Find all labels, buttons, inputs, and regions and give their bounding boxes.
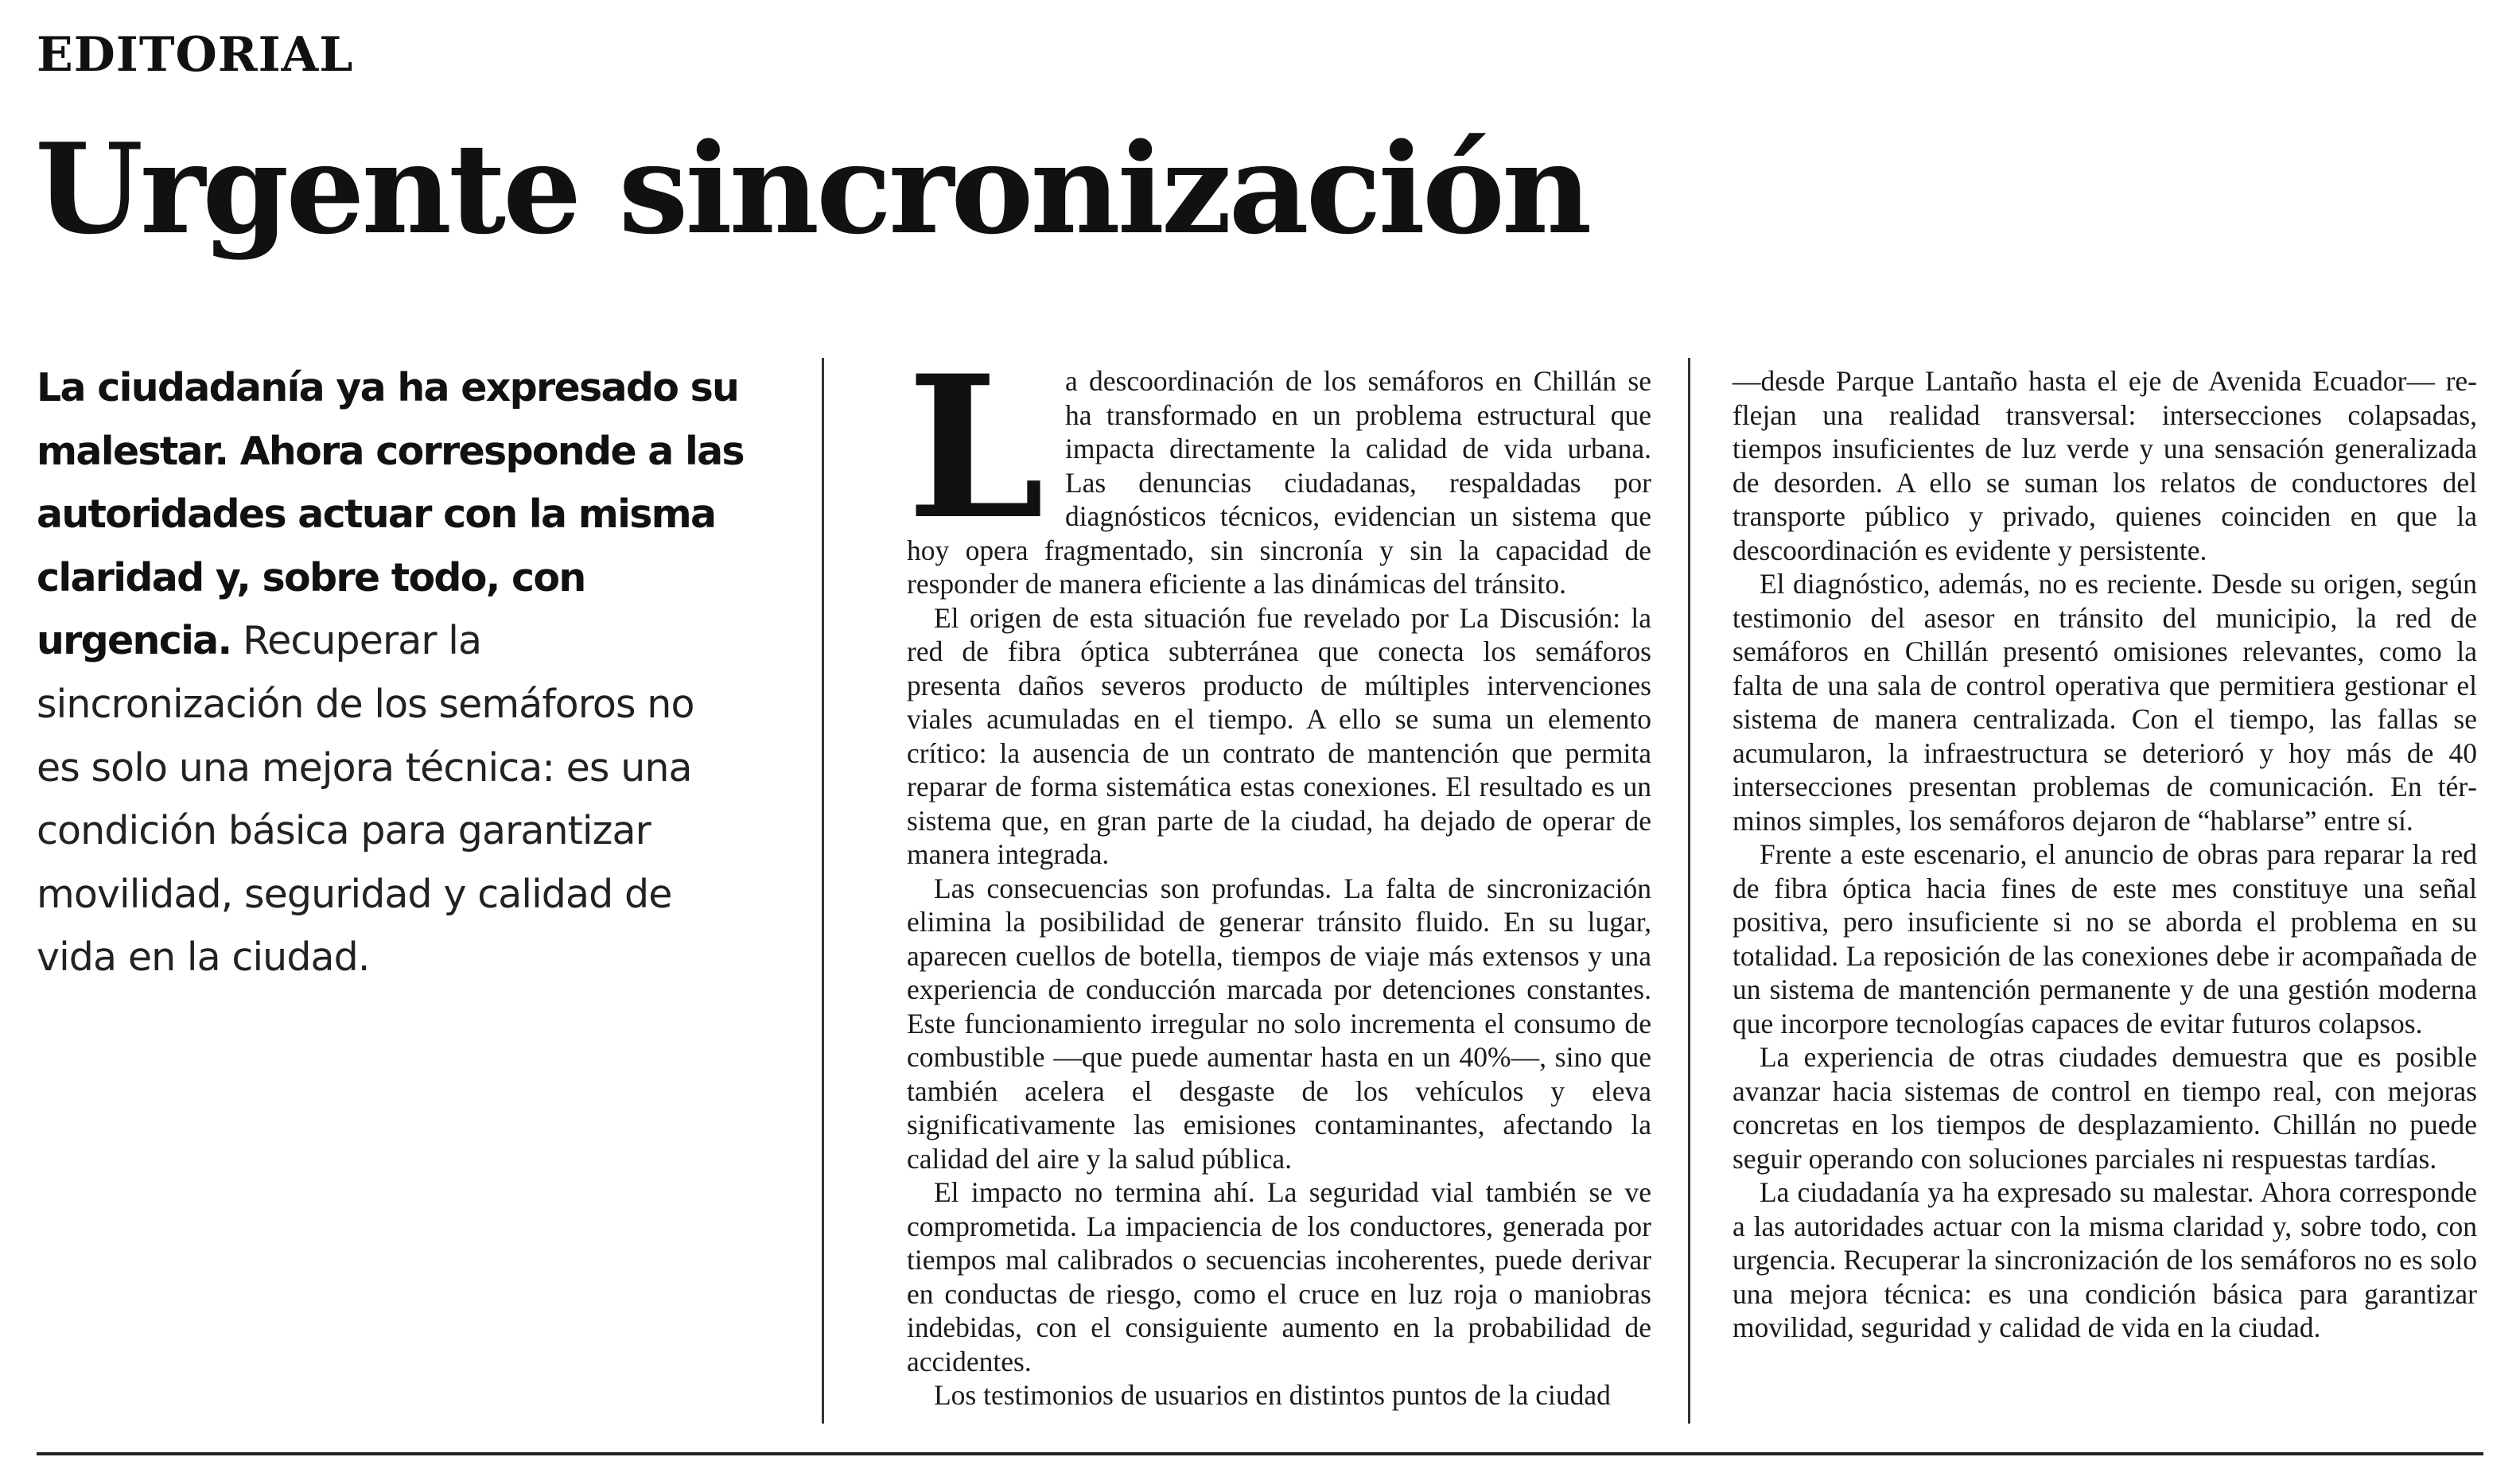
article-paragraph: La experiencia de otras ciudades demuestra que es posible avanzar hacia sistemas de control en tiempo real, con mejoras concretas en los tiempos de desplazamiento. Chillán no puede seguir operando con soluciones parciales ni respuestas tardías. — [1732, 1041, 2477, 1175]
bottom-rule — [37, 1452, 2483, 1455]
article-paragraph: El impacto no termina ahí. La seguridad vial también se ve comprometida. La impaciencia de los conductores, generada por tiempos mal calibrados o secuencias incoherentes, puede derivar en conductas de riesgo, como el cruce en luz roja o maniobras indebidas, con el consiguiente aumento en la probabilidad de accidentes. — [907, 1176, 1651, 1377]
drop-cap: L — [907, 333, 1044, 563]
article-column-3 — [1732, 364, 2477, 1345]
article-column-2 — [907, 333, 1651, 1412]
article-paragraph: Los testimonios de usuarios en distintos puntos de la ciudad — [934, 1379, 1611, 1411]
article-paragraph: Frente a este escenario, el anuncio de obras para reparar la red de fibra óptica hacia fines de este mes constituye una señal positiva, pero insuficiente si no se aborda el problema en su totalidad. La reposición de las conexiones debe ir acompañada de un sistema de mantención permanente y de una gestión moderna que incorpore tecnologías capaces de evitar futuros colapsos. — [1732, 838, 2477, 1039]
lead-paragraph — [37, 356, 745, 989]
lead-bold: La ciudadanía ya ha expresado su malestar. Ahora corresponde a las autoridades actuar con la misma claridad y, sobre todo, con urgencia. — [37, 365, 744, 664]
column-divider-left — [822, 358, 824, 1424]
section-label: EDITORIAL — [37, 27, 354, 83]
article-paragraph: El diagnóstico, además, no es reciente. Desde su origen, según testimonio del asesor en tránsito del municipio, la red de semáforos en Chillán presentó omisiones relevantes, como la falta de una sala de control operativa que permitiera gestionar el sistema de manera centralizada. Con el tiempo, las fallas se acumularon, la infraestructura se deterioró y hoy más de 40 intersecciones presentan problemas de comunicación. En términos simples, los semáforos dejaron de “hablarse” entre sí. — [1732, 568, 2477, 837]
headline: Urgente sincronización — [35, 116, 1589, 262]
article-paragraph: El origen de esta situación fue revelado por La Discusión: la red de fibra óptica subterránea que conecta los semáforos presenta daños severos producto de múltiples intervenciones viales acumuladas en el tiempo. A ello se suma un elemento crítico: la ausencia de un contrato de mantención que permita reparar de forma sistemática estas conexiones. El resultado es un sistema que, en gran parte de la ciudad, ha dejado de operar de manera integrada. — [907, 601, 1651, 870]
lead-regular: Recuperar la sincronización de los semáforos no es solo una mejora técnica: es una condición básica para garantizar movilidad, seguridad y calidad de vida en la ciudad. — [37, 618, 694, 981]
article-paragraph: La ciudadanía ya ha expresado su malestar. Ahora corresponde a las autoridades actuar con la misma claridad y, sobre todo, con urgencia. Recuperar la sincronización de los semáforos no es solo una mejora técnica: es una condición básica para garantizar movilidad, seguridad y calidad de vida en la ciudad. — [1732, 1176, 2477, 1343]
article-paragraph: La descoordinación de los semáforos en Chillán se ha transformado en un problema estructural que impacta directamente la calidad de vida urbana. Las denuncias ciudadanas, respaldadas por diagnósticos técnicos, evidencian un sistema que hoy opera fragmentado, sin sincronía y sin la capacidad de responder de manera eficiente a las dinámicas del tránsito. — [907, 333, 1651, 600]
article-paragraph: —desde Parque Lantaño hasta el eje de Avenida Ecuador— reflejan una realidad transversal: intersecciones colapsadas, tiempos insuficientes de luz verde y una sensación generalizada de desorden. A ello se suman los relatos de conductores del transporte público y privado, quienes coinciden en que la descoordinación es evidente y persistente. — [1732, 365, 2477, 566]
column-divider-right — [1688, 358, 1690, 1424]
article-paragraph: Las consecuencias son profundas. La falta de sincronización elimina la posibilidad de generar tránsito fluido. En su lugar, aparecen cuellos de botella, tiempos de viaje más extensos y una experiencia de conducción marcada por detenciones constantes. Este funcionamiento irregular no solo incrementa el consumo de combustible —que puede aumentar hasta en un 40%—, sino que también acelera el desgaste de los vehículos y eleva significativamente las emisiones contaminantes, afectando la calidad del aire y la salud pública. — [907, 872, 1651, 1175]
